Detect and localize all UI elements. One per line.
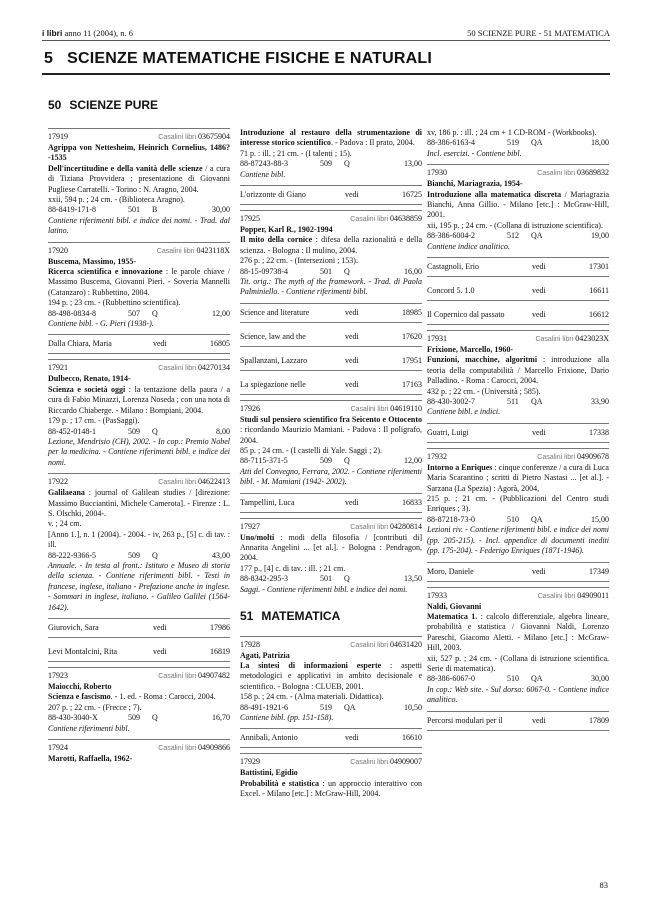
cross-reference[interactable]: Spallanzani, Lazzaro vedi 17951 <box>240 352 422 371</box>
subsection-title-51: 51 MATEMATICA <box>240 609 341 624</box>
cross-reference[interactable]: Science and literature vedi 18985 <box>240 303 422 323</box>
cross-reference[interactable]: Dalla Chiara, Maria vedi 16805 <box>48 334 230 354</box>
cross-reference[interactable]: Percorsi modulari per il vedi 17809 <box>427 711 609 731</box>
entry-17924: 17924 Casalini libri 04909866 Marotti, Raffaella, 1962- <box>48 739 230 764</box>
entry-17923: 17923 Casalini libri 04907482 Maiocchi, Roberto Scienza e fascismo. - 1. ed. - Roma : Carocci, 2004. 207 p. ; 22 cm. - (Frecce ; 7). 88-430-3040-X 509 Q 16,70 Contiene riferimenti bibl. <box>48 667 230 734</box>
column-3 <box>427 128 609 736</box>
entry-17930: 17930 Casalini libri 03689832 Bianchi, Mariagrazia, 1954- Introduzione alla matematica discreta / Mariagrazia Bianchi, Anna Gillio. - Milano [etc.] : McGraw-Hill, 2001. xii, 195 p. ; 24 cm. - (Collana di istruzione scientifica). 88-386-6004-2 512 QA 19,00 Contiene indice analitico. <box>427 164 609 252</box>
entry-17928: 17928 Casalini libri 04631420 Agati, Patrizia La sintesi di informazioni esperte : aspetti metodologici e applicativi in ambito decisionale e scientifico. - Bologna : CLUEB, 2001. 158 p. ; 24 cm. - (Alma materiali. Didattica). 88-491-1921-6 519 QA 10,50 Contiene bibl. (pp. 151-158). <box>240 636 422 724</box>
header-rule <box>42 40 610 41</box>
entry-17919: 17919 Casalini libri 03675904 Agrippa von Nettesheim, Heinrich Cornelius, 1486?-1535 Dell'incertitudine e della vanità delle scienze / a cura di Tiziana Provvidera ; presentazione di Giovanni Pugliese Carratelli. - Torino : N. Aragno, 2004. xxii, 594 p. ; 24 cm. - (Biblioteca Aragno). 88-8419-171-8 501 B 30,00 Contiene riferimenti bibl. e indice dei nomi. - Trad. dal latino. <box>48 128 230 237</box>
cross-reference[interactable]: Castagnoli, Erio vedi 17301 <box>427 257 609 277</box>
cross-reference[interactable]: La spiegazione nelle vedi 17163 <box>240 376 422 395</box>
cross-reference[interactable]: L'orizzonte di Giano vedi 16725 <box>240 185 422 205</box>
cross-reference[interactable]: Science, law and the vedi 17620 <box>240 328 422 347</box>
cross-reference[interactable]: Il Copernico dal passato vedi 16612 <box>427 306 609 325</box>
column-2 <box>240 128 422 805</box>
page-number: 83 <box>599 880 608 890</box>
subsection-title-50: 50 SCIENZE PURE <box>48 98 159 112</box>
entry-17925: 17925 Casalini libri 04638859 Popper, Karl R., 1902-1994 Il mito della cornice : difesa della razionalità e della scienza. - Bologna : Il mulino, 2004. 276 p. ; 22 cm. - (Intersezioni ; 153). 88-15-09738-4 501 Q 16,00 Tit. orig.: The myth of the framework. - Trad. di Paola Palminiello. - Contiene riferimenti bibl. <box>240 210 422 298</box>
cross-reference[interactable]: Concord 5. 1.0 vedi 16611 <box>427 282 609 301</box>
section-rule <box>42 73 610 75</box>
cross-reference[interactable]: Levi Montalcini, Rita vedi 16819 <box>48 643 230 662</box>
entry-17929-cont: xv, 186 p. : ill. ; 24 cm + 1 CD-ROM - (Workbooks). 88-386-6163-4 519 QA 18,00 Incl. esercizi. - Contiene bibl. <box>427 128 609 158</box>
cross-reference[interactable]: Giurovich, Sara vedi 17986 <box>48 618 230 638</box>
cross-reference[interactable]: Guatri, Luigi vedi 17338 <box>427 423 609 443</box>
entry-17931: 17931 Casalini libri 0423023X Frixione, Marcello, 1960- Funzioni, macchine, algoritmi : introduzione alla teoria della computabilità / Marcello Frixione, Dario Palladino. - Roma : Carocci, 2004. 432 p. ; 22 cm. - (Università ; 585). 88-430-3002-7 511 QA 33,90 Contiene bibl. e indici. <box>427 330 609 418</box>
column-1 <box>48 128 230 769</box>
header-sections: 50 SCIENZE PURE - 51 MATEMATICA <box>467 28 610 38</box>
cross-reference[interactable]: Moro, Daniele vedi 17349 <box>427 562 609 582</box>
entry-17924-cont: Introduzione al restauro della strumentazione di interesse storico scientifico. - Padova : Il prato, 2004. 71 p. : ill. ; 21 cm. - (I talenti ; 15). 88-87243-88-3 509 Q 13,00 Contiene bibl. <box>240 128 422 179</box>
header-journal: i libri anno 11 (2004), n. 6 <box>42 28 134 38</box>
entry-17932: 17932 Casalini libri 04909678 Intorno a Enriques : cinque conferenze / a cura di Luca Maria Scarantino ; scritti di Pietro Nastasi ... [et al.]. - Sarzana (La Spezia) : Agorà, 2004, 215 p. ; 21 cm. - (Pubblicazioni del Centro studi Enriques ; 3). 88-87218-73-0 510 QA 15,00 Lezioni riv. - Contiene riferimenti bibl. e indice dei nomi (pp. 205-215). - Incl. appendice di documenti inediti (pp. 175-204). - Federigo Enriques (1871-1946). <box>427 448 609 557</box>
section-title: 5 SCIENZE MATEMATICHE FISICHE E NATURALI <box>44 50 433 67</box>
entry-author: Agrippa von Nettesheim, Heinrich Cornelius, 1486?-1535 <box>48 143 230 163</box>
entry-17929: 17929 Casalini libri 04909007 Battistini, Egidio Probabilità e statistica : un approccio interattivo con Excel. - Milano [etc.] : McGraw-Hill, 2004. <box>240 753 422 799</box>
entry-17921: 17921 Casalini libri 04270134 Dulbecco, Renato, 1914- Scienza e società oggi : la tentazione della paura / a cura di Fabio Minazzi, Lorenza Noseda ; con una nota di Riccardo Chiaberge. - Milano : Bompiani, 2004. 179 p. ; 17 cm. - (PasSaggi). 88-452-0148-1 509 Q 8,00 Lezione, Mendrisio (CH), 2002. - In cop.: Premio Nobel per la medicina. - Contiene riferimenti bibl. e indice dei nomi. <box>48 359 230 468</box>
entry-17922: 17922 Casalini libri 04622413 Galilaeana : journal of Galilean studies / [direzione: Massimo Bucciantini, Michele Camerota]. - Firenze : L. S. Olschki, 2004-. v. ; 24 cm. [Anno 1.], n. 1 (2004). - 2004. - iv, 263 p., [5] c. di tav. : ill. 88-222-9366-5 509 Q 43,00 Annuale. - In testa al front.: Istituto e Museo di storia della scienza. - Contiene riferimenti bibl. - Testi in francese, inglese, italiano - Prefazione anche in inglese. - Sommari in inglese, italiano. - Galileo Galilei (1564-1642). <box>48 473 230 613</box>
cross-reference[interactable]: Tampellini, Luca vedi 16833 <box>240 493 422 513</box>
entry-17927: 17927 Casalini libri 04280814 Uno/molti : modi della filosofia / [contributi di] Annarita Angelini ... [et al.]. - Bologna : Pendragon, 2004. 177 p., [4] c. di tav. : ill. ; 21 cm. 88-8342-295-3 501 Q 13,50 Saggi. - Contiene riferimenti bibl. e indice dei nomi. <box>240 518 422 595</box>
cross-reference[interactable]: Annibali, Antonio vedi 16610 <box>240 728 422 748</box>
entry-17933: 17933 Casalini libri 04909011 Naldi, Giovanni Matematica 1. : calcolo differenziale, algebra lineare, probabilità e statistica / Giovanni Naldi, Lorenzo Pareschi, Giacomo Aletti. - Milano [etc.] : McGraw-Hill, 2003. xii, 527 p. ; 24 cm. - (Collana di istruzione scientifica. Serie di matematica). 88-386-6067-0 510 QA 30,00 In cop.: Web site. - Sul dorso: 6067-0. - Contiene indice analitico. <box>427 587 609 706</box>
entry-17920: 17920 Casalini libri 0423118X Buscema, Massimo, 1955- Ricerca scientifica e innovazione : le parole chiave / Massimo Buscema, Giovanni Pieri. - Soveria Mannelli (Catanzaro) : Rubbettino, 2004. 194 p. ; 23 cm. - (Rubbettino scientifica). 88-498-0834-8 507 Q 12,00 Contiene bibl. - G. Pieri (1938-). <box>48 242 230 330</box>
entry-17926: 17926 Casalini libri 04619110 Studi sul pensiero scientifico fra Seicento e Ottocento : ricordando Maurizio Mamiani. - Padova : Il poligrafo, 2004. 85 p. ; 24 cm. - (I castelli di Yale. Saggi ; 2). 88-7115-371-5 509 Q 12,00 Atti del Convegno, Ferrara, 2002. - Contiene riferimenti bibl. - M. Mamiani (1942- 2002). <box>240 400 422 488</box>
